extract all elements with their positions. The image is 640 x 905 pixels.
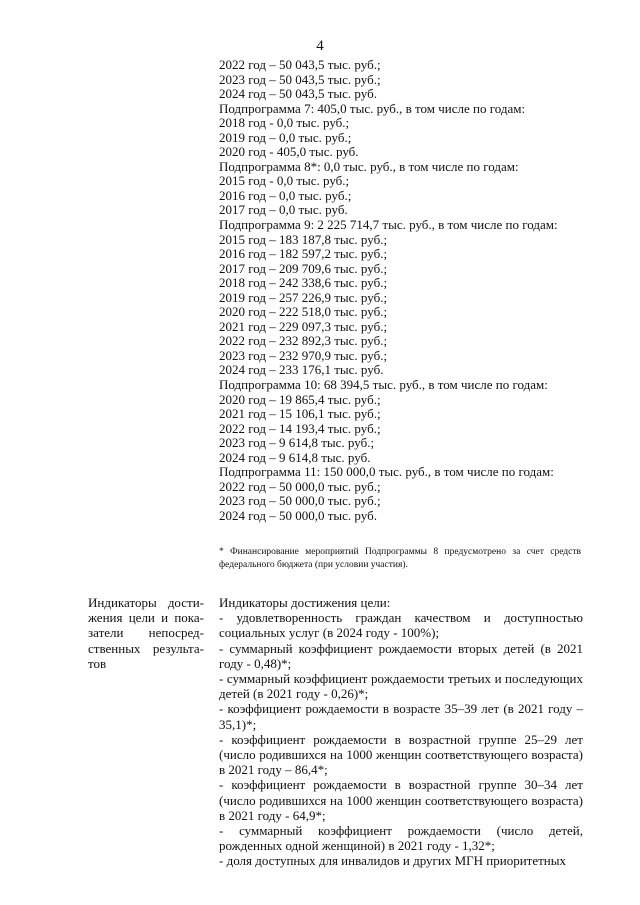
section-label-line: жения цели и пока- bbox=[88, 610, 204, 626]
funding-line: 2023 год – 232 970,9 тыс. руб.; bbox=[219, 347, 388, 363]
funding-line: 2019 год – 257 226,9 тыс. руб.; bbox=[219, 289, 388, 305]
funding-line: 2023 год – 9 614,8 тыс. руб.; bbox=[219, 435, 375, 451]
funding-by-subprogram bbox=[219, 58, 589, 524]
funding-line: 2017 год – 0,0 тыс. руб. bbox=[219, 202, 348, 218]
section-label-line: затели непосред- bbox=[88, 625, 204, 641]
funding-line: 2024 год – 233 176,1 тыс. руб. bbox=[219, 362, 384, 378]
section-label-line: ственных результа- bbox=[88, 640, 204, 656]
funding-line: 2022 год – 50 043,5 тыс. руб.; bbox=[219, 57, 381, 72]
indicator-item: - коэффициент рождаемости в возрастной группе 25–29 лет (число родившихся на 1000 женщин соответствующего возраста) в 2021 году – 86,4*; bbox=[219, 731, 583, 778]
funding-line: 2017 год – 209 709,6 тыс. руб.; bbox=[219, 260, 388, 276]
funding-line: 2024 год – 50 000,0 тыс. руб. bbox=[219, 507, 377, 523]
funding-line: 2022 год – 14 193,4 тыс. руб.; bbox=[219, 420, 381, 436]
funding-line: 2023 год – 50 043,5 тыс. руб.; bbox=[219, 71, 381, 87]
funding-line: 2020 год – 19 865,4 тыс. руб.; bbox=[219, 391, 381, 407]
funding-line: 2018 год – 242 338,6 тыс. руб.; bbox=[219, 275, 388, 291]
subprogram-9-heading: Подпрограмма 9: 2 225 714,7 тыс. руб., в том числе по годам: bbox=[219, 217, 558, 233]
indicator-item: - суммарный коэффициент рождаемости третьих и последующих детей (в 2021 году - 0,26)*; bbox=[219, 671, 583, 702]
indicators-list bbox=[219, 595, 583, 869]
subprogram-11-heading: Подпрограмма 11: 150 000,0 тыс. руб., в том числе по годам: bbox=[219, 464, 554, 480]
subprogram-10-heading: Подпрограмма 10: 68 394,5 тыс. руб., в том числе по годам: bbox=[219, 377, 548, 393]
indicators-heading: Индикаторы достижения цели: bbox=[219, 595, 391, 610]
subprogram-7-heading: Подпрограмма 7: 405,0 тыс. руб., в том числе по годам: bbox=[219, 100, 526, 116]
indicator-item: - коэффициент рождаемости в возрасте 35–39 лет (в 2021 году – 35,1)*; bbox=[219, 701, 583, 732]
indicator-item: - удовлетворенность граждан качеством и доступностью социальных услуг (в 2024 году - 100%); bbox=[219, 610, 583, 641]
funding-line: 2022 год – 232 892,3 тыс. руб.; bbox=[219, 333, 388, 349]
indicator-item: - суммарный коэффициент рождаемости (число детей, рожденных одной женщиной) в 2021 году - 1,32*; bbox=[219, 823, 583, 854]
funding-line: 2016 год – 0,0 тыс. руб.; bbox=[219, 187, 352, 203]
section-label-line: Индикаторы дости- bbox=[88, 595, 204, 610]
funding-line: 2023 год – 50 000,0 тыс. руб.; bbox=[219, 493, 381, 509]
funding-line: 2015 год - 0,0 тыс. руб.; bbox=[219, 173, 350, 189]
footnote: * Финансирование мероприятий Подпрограммы 8 предусмотрено за счет средств федерального бюджета (при условии участия). bbox=[219, 547, 581, 570]
indicator-item: - суммарный коэффициент рождаемости вторых детей (в 2021 году - 0,48)*; bbox=[219, 640, 583, 671]
funding-line: 2022 год – 50 000,0 тыс. руб.; bbox=[219, 478, 381, 494]
funding-line: 2019 год – 0,0 тыс. руб.; bbox=[219, 129, 352, 145]
subprogram-8-heading: Подпрограмма 8*: 0,0 тыс. руб., в том числе по годам: bbox=[219, 158, 519, 174]
funding-line: 2024 год – 9 614,8 тыс. руб. bbox=[219, 449, 371, 465]
page-number: 4 bbox=[316, 38, 324, 54]
funding-line: 2021 год – 229 097,3 тыс. руб.; bbox=[219, 318, 388, 334]
funding-line: 2020 год - 405,0 тыс. руб. bbox=[219, 144, 359, 160]
funding-line: 2024 год – 50 043,5 тыс. руб. bbox=[219, 86, 377, 102]
section-label-line: тов bbox=[88, 655, 107, 671]
indicator-item: - доля доступных для инвалидов и других МГН приоритетных bbox=[219, 853, 566, 869]
indicator-item: - коэффициент рождаемости в возрастной группе 30–34 лет (число родившихся на 1000 женщин соответствующего возраста) в 2021 году - 64,9*; bbox=[219, 777, 583, 823]
funding-line: 2018 год - 0,0 тыс. руб.; bbox=[219, 115, 350, 131]
funding-line: 2016 год – 182 597,2 тыс. руб.; bbox=[219, 246, 388, 262]
funding-line: 2021 год – 15 106,1 тыс. руб.; bbox=[219, 406, 381, 422]
funding-line: 2020 год – 222 518,0 тыс. руб.; bbox=[219, 304, 388, 320]
indicators-section-label bbox=[88, 595, 204, 671]
funding-line: 2015 год – 183 187,8 тыс. руб.; bbox=[219, 231, 388, 247]
